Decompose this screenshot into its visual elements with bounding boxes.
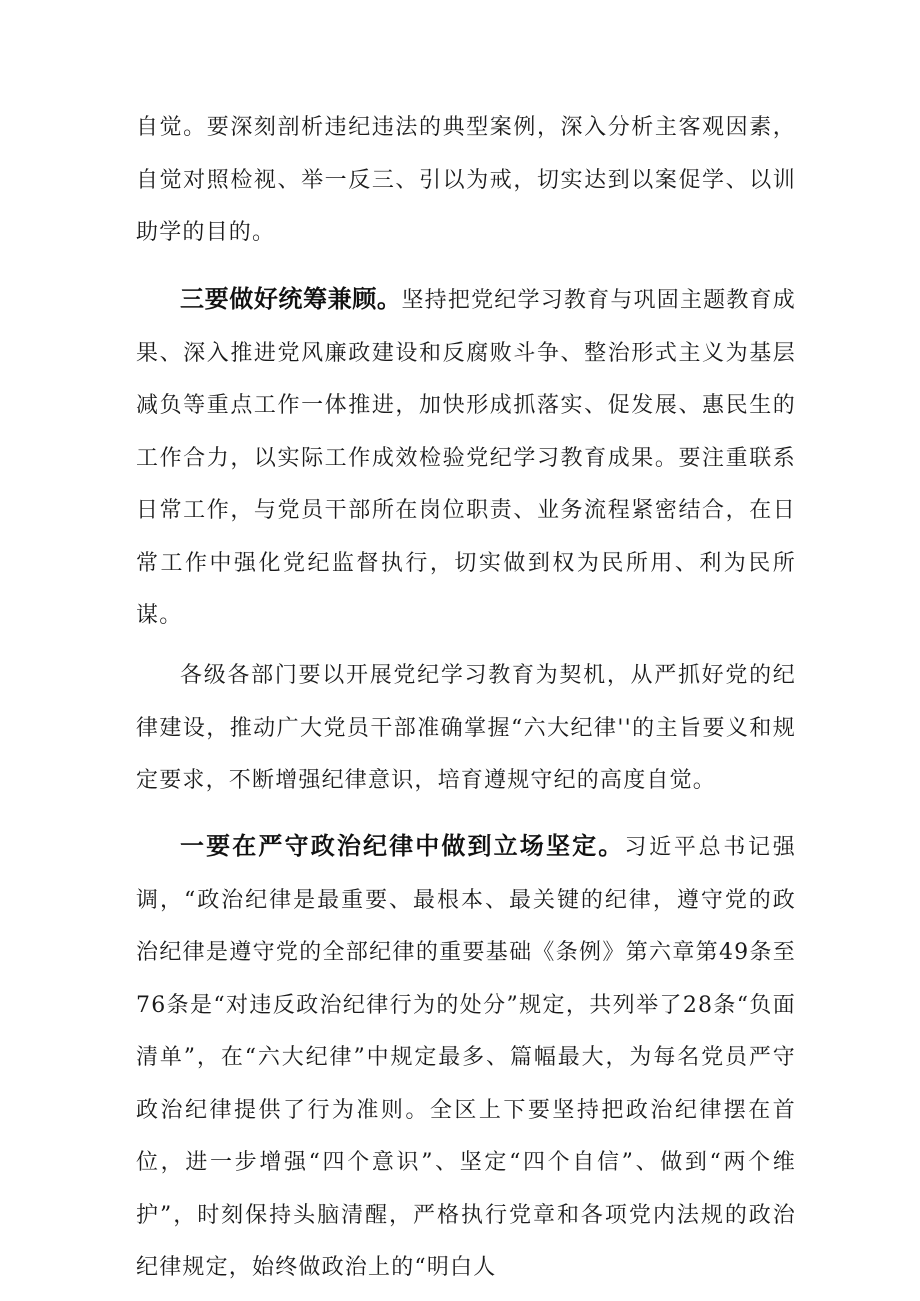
paragraph-overall-planning (136, 273, 796, 643)
paragraph-text: 自觉。要深刻剖析违纪违法的典型案例，深入分析主客观因素，自觉对照检视、举一反三、引以为戒，切实达到以案促学、以训助学的目的。 (136, 115, 796, 245)
paragraph-text: 坚持把党纪学习教育与巩固主题教育成果、深入推进党风廉政建设和反腐败斗争、整治形式主义为基层减负等重点工作一体推进，加快形成抓落实、促发展、惠民生的工作合力，以实际工作成效检验党纪学习教育成果。要注重联系日常工作，与党员干部所在岗位职责、业务流程紧密结合，在日常工作中强化党纪监督执行，切实做到权为民所用、利为民所谋。 (136, 288, 796, 628)
paragraph-discipline-intro (136, 650, 796, 808)
paragraph-continuation (136, 102, 796, 260)
paragraph-political-discipline (136, 820, 796, 1295)
paragraph-text: 习近平总书记强调，“政治纪律是最重要、最根本、最关键的纪律，遵守党的政治纪律是遵守党的全部纪律的重要基础《条例》第六章第49条至76条是“对违反政治纪律行为的处分”规定，共列举了28条“负面清单”，在“六大纪律”中规定最多、篇幅最大，为每名党员严守政治纪律提供了行为准则。全区上下要坚持把政治纪律摆在首位，进一步增强“四个意识”、坚定“四个自信”、做到“两个维护”，时刻保持头脑清醒，严格执行党章和各项党内法规的政治纪律规定，始终做政治上的“明白人 (136, 835, 796, 1280)
paragraph-lead-heading: 一要在严守政治纪律中做到立场坚定。 (180, 832, 625, 860)
paragraph-text: 各级各部门要以开展党纪学习教育为契机，从严抓好党的纪律建设，推动广大党员干部准确掌握“六大纪律''的主旨要义和规定要求，不断增强纪律意识，培育遵规守纪的高度自觉。 (136, 663, 796, 793)
paragraph-lead-heading: 三要做好统筹兼顾。 (180, 285, 402, 313)
